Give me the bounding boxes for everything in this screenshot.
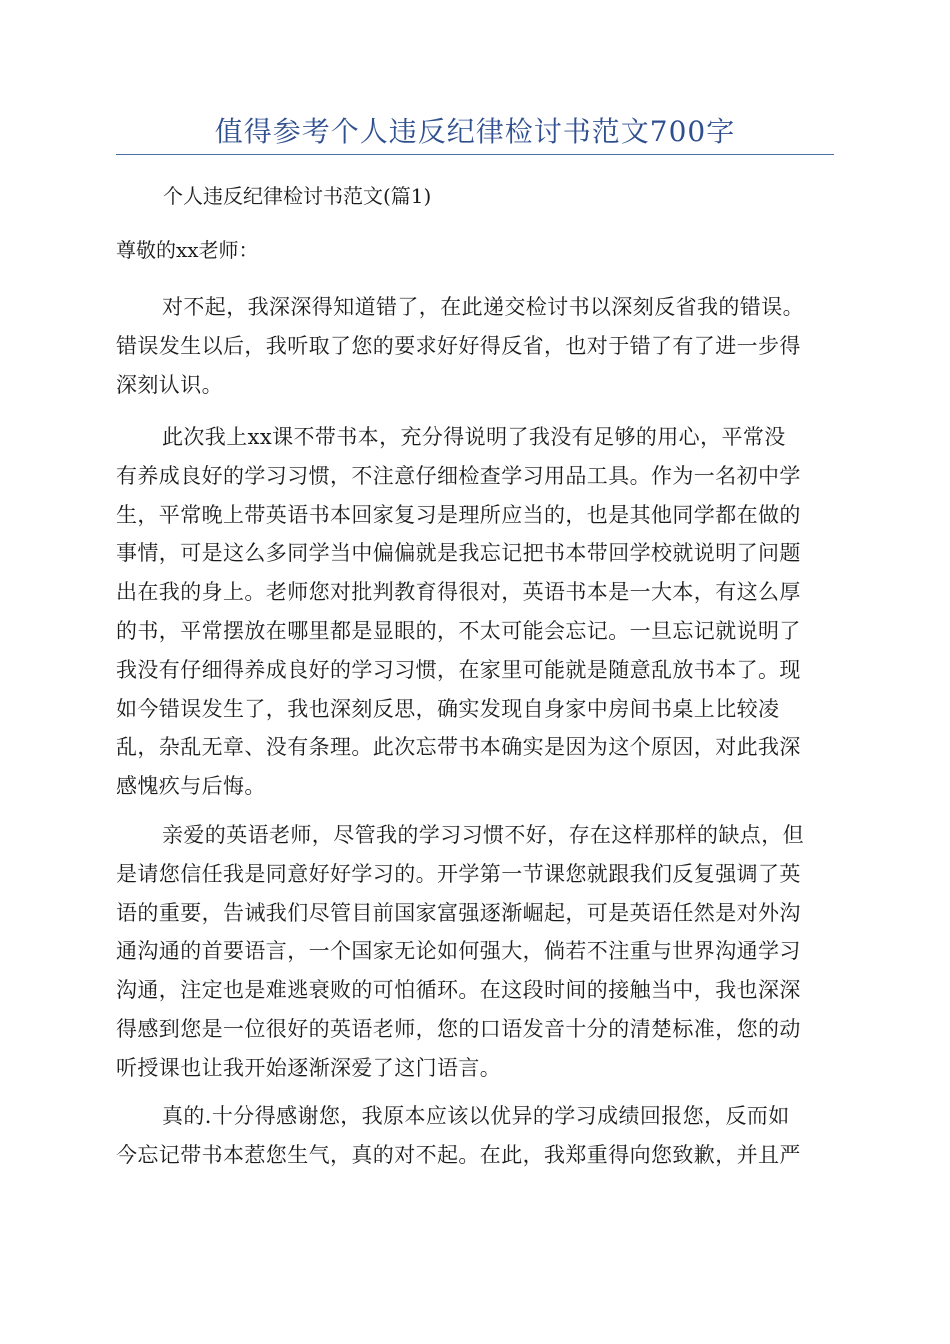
paragraph-4 (116, 1097, 836, 1175)
paragraph-line: 亲爱的英语老师，尽管我的学习习惯不好，存在这样那样的缺点，但 (162, 823, 804, 847)
paragraph-3 (116, 816, 836, 1088)
paragraph-line: 此次我上xx课不带书本，充分得说明了我没有足够的用心，平常没 (162, 425, 786, 449)
paragraph-line: 深刻认识。 (116, 372, 223, 397)
paragraph-2 (116, 418, 836, 806)
paragraph-line: 今忘记带书本惹您生气，真的对不起。在此，我郑重得向您致歉，并且严 (116, 1142, 801, 1167)
paragraph-line: 事情，可是这么多同学当中偏偏就是我忘记把书本带回学校就说明了问题 (116, 541, 801, 566)
paragraph-line: 是请您信任我是同意好好学习的。开学第一节课您就跟我们反复强调了英 (116, 861, 801, 886)
paragraph-line: 语的重要，告诫我们尽管目前国家富强逐渐崛起，可是英语任然是对外沟 (116, 900, 801, 925)
section-subtitle: 个人违反纪律检讨书范文(篇1) (163, 184, 432, 208)
paragraph-line: 我没有仔细得养成良好的学习习惯，在家里可能就是随意乱放书本了。现 (116, 657, 801, 682)
document-title: 值得参考个人违反纪律检讨书范文700字 (214, 115, 736, 148)
paragraph-line: 乱，杂乱无章、没有条理。此次忘带书本确实是因为这个原因，对此我深 (116, 735, 801, 760)
title-underline (116, 154, 834, 155)
paragraph-line: 通沟通的首要语言，一个国家无论如何强大，倘若不注重与世界沟通学习 (116, 939, 801, 964)
paragraph-1 (116, 288, 836, 404)
paragraph-line: 生，平常晚上带英语书本回家复习是理所应当的，也是其他同学都在做的 (116, 502, 801, 527)
paragraph-line: 对不起，我深深得知道错了，在此递交检讨书以深刻反省我的错误。 (162, 295, 804, 319)
paragraph-line: 沟通，注定也是难逃衰败的可怕循环。在这段时间的接触当中，我也深深 (116, 978, 801, 1003)
paragraph-line: 听授课也让我开始逐渐深爱了这门语言。 (116, 1055, 502, 1080)
paragraph-line: 错误发生以后，我听取了您的要求好好得反省，也对于错了有了进一步得 (116, 333, 801, 358)
salutation: 尊敬的xx老师： (116, 238, 259, 262)
paragraph-line: 真的.十分得感谢您，我原本应该以优异的学习成绩回报您，反而如 (162, 1104, 790, 1128)
paragraph-line: 得感到您是一位很好的英语老师，您的口语发音十分的清楚标准，您的动 (116, 1016, 801, 1041)
paragraph-line: 的书，平常摆放在哪里都是显眼的，不太可能会忘记。一旦忘记就说明了 (116, 618, 801, 643)
paragraph-line: 有养成良好的学习习惯，不注意仔细检查学习用品工具。作为一名初中学 (116, 463, 801, 488)
paragraph-line: 如今错误发生了，我也深刻反思，确实发现自身家中房间书桌上比较凌 (116, 696, 780, 721)
paragraph-line: 出在我的身上。老师您对批判教育得很对，英语书本是一大本，有这么厚 (116, 580, 801, 605)
paragraph-line: 感愧疚与后悔。 (116, 774, 266, 799)
